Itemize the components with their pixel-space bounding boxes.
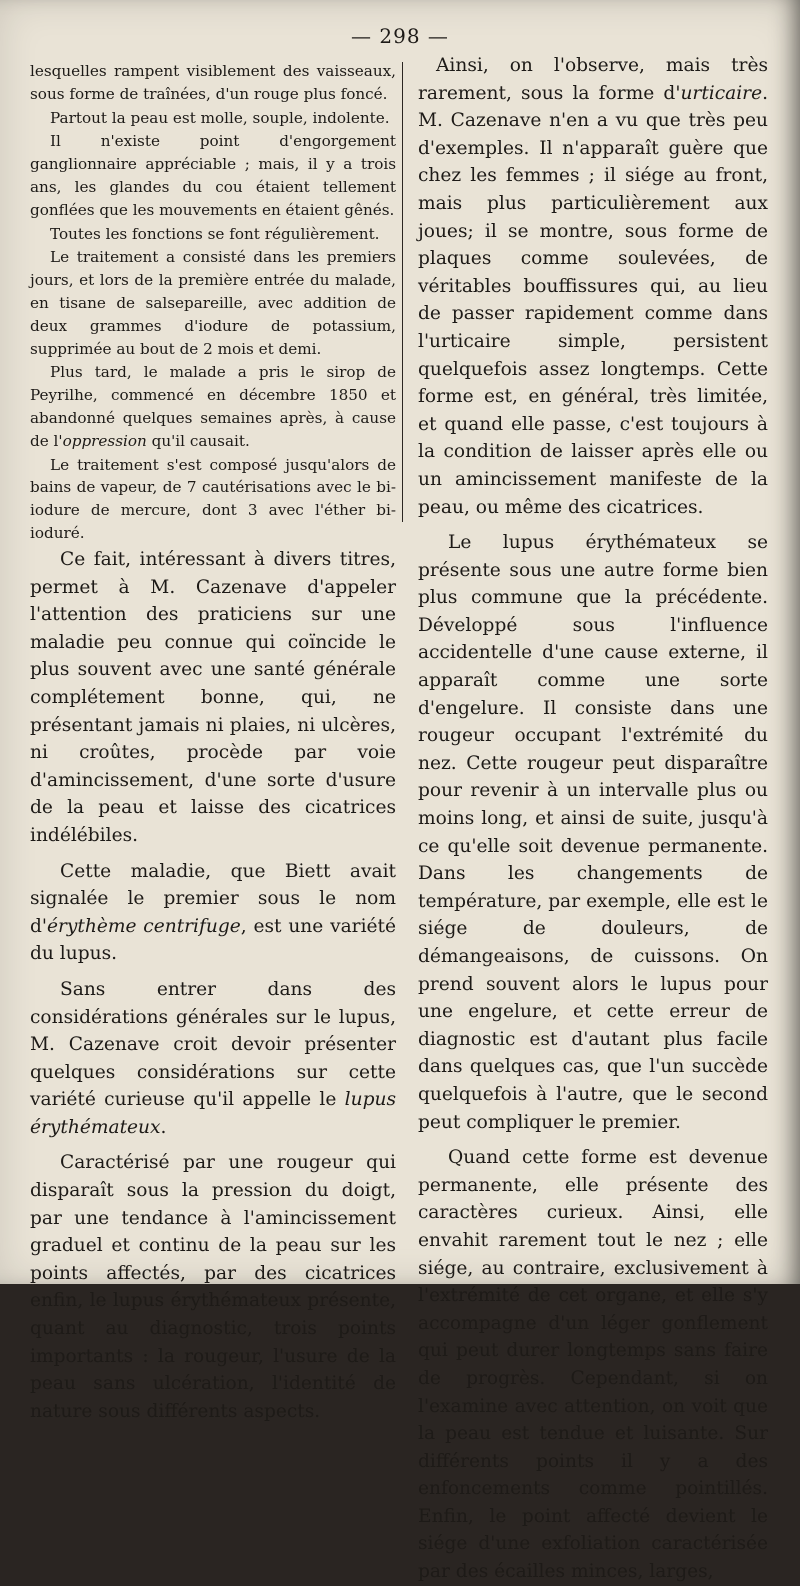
italic-term: lupus érythémateux [30, 1089, 396, 1138]
right-column-text [418, 52, 768, 1586]
observation-paragraph: Toutes les fonctions se font régulièrement. [50, 224, 380, 243]
observation-paragraph: Le traitement s'est composé jusqu'alors de bains de vapeur, de 7 cautérisations avec le bi-iodure de mercure, dont 3 avec l'éther bi-ioduré. [30, 455, 396, 542]
column-divider [402, 62, 403, 522]
left-main-text [30, 546, 396, 1425]
observation-paragraph: Le traitement a consisté dans les premiers jours, et lors de la première entrée du malade, en tisane de salsepareille, avec addition de deux grammes d'iodure de potassium, supprimée au bout de 2 mois et demi. [30, 248, 396, 358]
observation-paragraph: Partout la peau est molle, souple, indolente. [50, 108, 390, 127]
body-paragraph: Ainsi, on l'observe, mais très rarement, sous la forme d'urticaire. M. Cazenave n'en a vu que très peu d'exemples. Il n'apparaît guère que chez les femmes ; il siége au front, mais plus particulièrement aux joues; il se montre, sous forme de plaques comme soulevées, de véritables bouffissures qui, au lieu de passer rapidement comme dans l'urticaire simple, persistent quelquefois assez longtemps. Cette forme est, en général, très limitée, et quand elle passe, c'est toujours à la condition de laisser après elle ou un amincissement manifeste de la peau, ou même des cicatrices. [418, 55, 768, 518]
body-paragraph: Caractérisé par une rougeur qui disparaît sous la pression du doigt, par une tendance à l'amincissement graduel et continu de la peau sur les points affectés, par des cicatrices enfin, le lupus érythémateux présente, quant au diagnostic, trois points importants : la rougeur, l'usure de la peau sans ulcération, l'identité de nature sous différents aspects. [30, 1152, 396, 1422]
observation-block [30, 60, 396, 545]
italic-term: érythème centrifuge [47, 915, 241, 937]
body-paragraph: Ce fait, intéressant à divers titres, permet à M. Cazenave d'appeler l'attention des praticiens sur une maladie peu connue qui coïncide le plus souvent avec une santé générale complétement bonne, qui, ne présentant jamais ni plaies, ni ulcères, ni croûtes, procède par voie d'amincissement, d'une sorte d'usure de la peau et laisse des cicatrices indélébiles. [30, 549, 396, 846]
observation-paragraph: Plus tard, le malade a pris le sirop de Peyrilhe, commencé en décembre 1850 et abandonné quelques semaines après, à cause de l'oppression qu'il causait. [30, 363, 396, 450]
page-number: — 298 — [351, 24, 449, 48]
observation-paragraph: Il n'existe point d'engorgement ganglionnaire appréciable ; mais, il y a trois ans, les glandes du cou étaient tellement gonflées que les mouvements en étaient gênés. [30, 132, 396, 219]
observation-paragraph: lesquelles rampent visiblement des vaisseaux, sous forme de traînées, d'un rouge plus foncé. [30, 62, 396, 103]
italic-term: urticaire [680, 82, 763, 104]
body-paragraph: Le lupus érythémateux se présente sous une autre forme bien plus commune que la précédente. Développé sous l'influence accidentelle d'une cause externe, il apparaît comme une sorte d'engelure. Il consiste dans une rougeur occupant l'extrémité du nez. Cette rougeur peut disparaître pour revenir à un intervalle plus ou moins long, et ainsi de suite, jusqu'à ce qu'elle soit devenue permanente. Dans les changements de température, par exemple, elle est le siége de douleurs, de démangeaisons, de cuissons. On prend souvent alors le lupus pour une engelure, et cette erreur de diagnostic est d'autant plus facile dans quelques cas, que l'un succède quelquefois à l'autre, que le second peut compliquer le premier. [418, 532, 768, 1133]
italic-term: oppression [62, 431, 147, 450]
body-paragraph: Cette maladie, que Biett avait signalée le premier sous le nom d'érythème centrifuge, est une variété du lupus. [30, 860, 396, 965]
body-paragraph: Quand cette forme est devenue permanente, elle présente des caractères curieux. Ainsi, elle envahit rarement tout le nez ; elle siége, au contraire, exclusivement à l'extrémité de cet organe, et elle s'y accompagne d'un léger gonflement qui peut durer longtemps sans faire de progrès. Cependant, si on l'examine avec attention, on voit que la peau est tendue et luisante. Sur différents points il y a des enfoncements comme pointillés. Enfin, le point affecté devient le siége d'une exfoliation caractérisée par des écailles minces, larges, [418, 1147, 768, 1583]
body-paragraph: Sans entrer dans des considérations générales sur le lupus, M. Cazenave croit devoir présenter quelques considérations sur cette variété curieuse qu'il appelle le lupus érythémateux. [30, 978, 396, 1138]
